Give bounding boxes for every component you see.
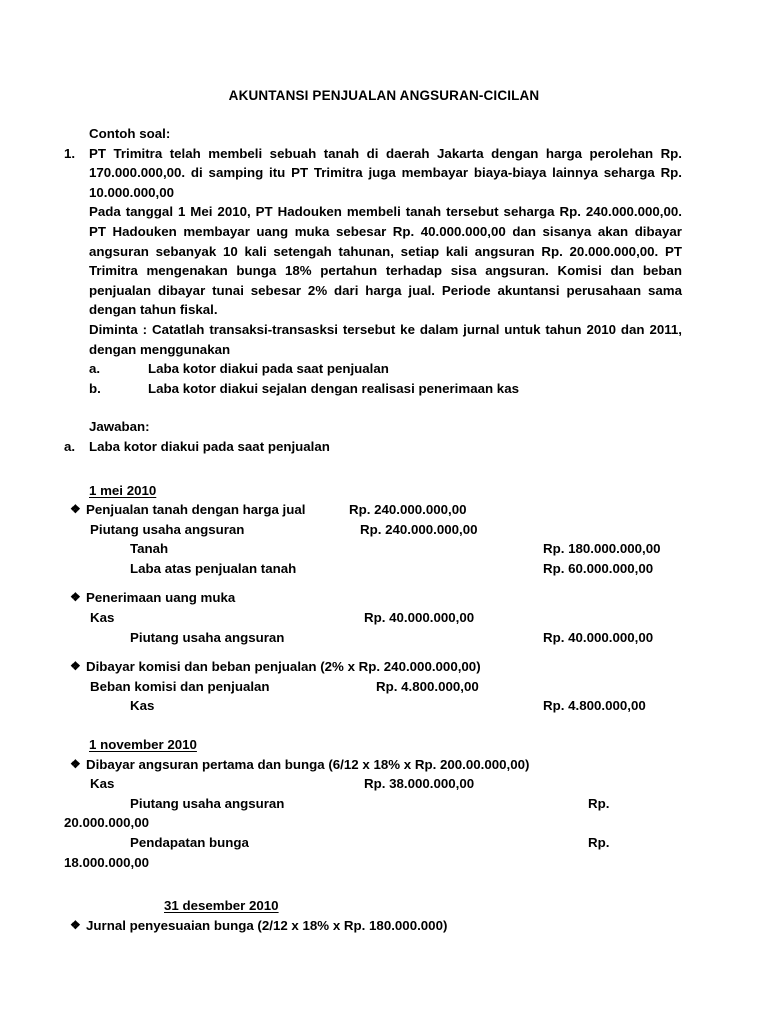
section-date-1 [64, 481, 682, 501]
option-row-b [64, 379, 682, 399]
journal-line [64, 520, 682, 540]
journal-entry-header [64, 500, 682, 520]
entry-header-text: Dibayar angsuran pertama dan bunga (6/12 x 18% x Rp. 200.00.000,00) [86, 756, 530, 772]
account-name: Tanah [130, 541, 169, 557]
credit-amount: Rp. 40.000.000,00 [543, 629, 654, 645]
account-name: Piutang usaha angsuran [90, 521, 245, 537]
wrapped-credit-amount: 18.000.000,00 [64, 854, 150, 870]
account-name: Kas [90, 610, 115, 626]
diamond-bullet-icon: ❖ [70, 756, 81, 771]
answer-label: Laba kotor diakui pada saat penjualan [89, 438, 330, 454]
problem-item-1 [64, 144, 682, 360]
journal-line [64, 628, 682, 648]
diamond-bullet-icon: ❖ [70, 917, 81, 932]
journal-line [64, 608, 682, 628]
option-marker-b: b. [89, 380, 101, 396]
diamond-bullet-icon: ❖ [70, 659, 81, 674]
spacer [64, 647, 682, 657]
problem-paragraph-1: PT Trimitra telah membeli sebuah tanah di daerah Jakarta dengan harga perolehan Rp. 170.000.000,00. di samping itu PT Trimitra juga membayar biaya-biaya lainnya seharga Rp. 10.000.000,00 [89, 145, 682, 200]
section-date-1-text: 1 mei 2010 [89, 482, 157, 498]
journal-entry-header [64, 755, 682, 775]
diamond-bullet-icon: ❖ [70, 502, 81, 517]
jawaban-label: Jawaban: [89, 419, 150, 435]
journal-entry-header [64, 916, 682, 936]
credit-amount: Rp. 60.000.000,00 [543, 560, 654, 576]
problem-paragraph-3: Diminta : Catatlah transaksi-transasksi tersebut ke dalam jurnal untuk tahun 2010 dan 2011, dengan menggunakan [89, 321, 682, 357]
document-body [64, 124, 682, 935]
entry-header-text: Dibayar komisi dan beban penjualan (2% x Rp. 240.000.000,00) [86, 659, 481, 675]
entry-header-text: Jurnal penyesuaian bunga (2/12 x 18% x Rp. 180.000.000) [86, 917, 448, 933]
option-marker-a: a. [89, 361, 101, 377]
answer-marker: a. [64, 438, 76, 454]
credit-amount: Rp. [588, 795, 610, 811]
journal-line [64, 559, 682, 579]
section-date-3-text: 31 desember 2010 [164, 898, 279, 914]
section-date-2 [64, 735, 682, 755]
debit-amount: Rp. 240.000.000,00 [360, 521, 478, 537]
option-label-a: Laba kotor diakui pada saat penjualan [148, 361, 389, 377]
account-name: Pendapatan bunga [130, 835, 249, 850]
entry-header-text: Penjualan tanah dengan harga jual [86, 502, 306, 518]
section-date-3 [64, 896, 682, 916]
spacer [64, 578, 682, 588]
wrapped-credit-amount: 20.000.000,00 [64, 815, 150, 831]
journal-line [64, 539, 682, 559]
credit-amount: Rp. 4.800.000,00 [543, 698, 646, 714]
page-title: AKUNTANSI PENJUALAN ANGSURAN-CICILAN [228, 88, 540, 103]
journal-line [64, 774, 682, 794]
journal-line [64, 677, 682, 697]
entry-header-amount: Rp. 240.000.000,00 [349, 502, 467, 518]
option-row-a [64, 359, 682, 379]
debit-amount: Rp. 38.000.000,00 [364, 776, 475, 792]
account-name: Laba atas penjualan tanah [130, 560, 297, 576]
option-label-b: Laba kotor diakui sejalan dengan realisasi penerimaan kas [148, 380, 519, 396]
account-name: Beban komisi dan penjualan [90, 678, 270, 694]
problem-number: 1. [64, 145, 76, 161]
debit-amount: Rp. 4.800.000,00 [376, 678, 479, 694]
spacer [64, 872, 682, 896]
credit-amount: Rp. 180.000.000,00 [543, 541, 661, 557]
account-name: Piutang usaha angsuran [130, 795, 285, 811]
problem-paragraph-2: Pada tanggal 1 Mei 2010, PT Hadouken membeli tanah tersebut seharga Rp. 240.000.000,00. PT Hadouken membayar uang muka sebesar Rp. 40.000.000,00 dan sisanya akan dibayar angsuran sebanyak 10 kali setengah tahunan, setiap kali angsuran Rp. 20.000.000,00. PT Trimitra mengenakan bunga 18% pertahun terhadap sisa angsuran. Komisi dan beban penjualan dibayar tunai sebesar 2% dari harga jual. Periode akuntansi perusahaan sama dengan tahun fiskal. [89, 204, 682, 318]
debit-amount: Rp. 40.000.000,00 [364, 610, 475, 626]
answer-row-a [64, 437, 682, 457]
journal-line [64, 833, 682, 853]
credit-amount: Rp. [588, 835, 610, 850]
spacer [64, 398, 682, 417]
journal-line [64, 696, 682, 716]
journal-line [64, 794, 682, 814]
section-date-2-text: 1 november 2010 [89, 737, 197, 753]
diamond-bullet-icon: ❖ [70, 590, 81, 605]
journal-entry-header [64, 588, 682, 608]
entry-header-text: Penerimaan uang muka [86, 590, 236, 606]
account-name: Kas [130, 698, 155, 714]
account-name: Kas [90, 776, 115, 792]
spacer [64, 716, 682, 735]
spacer [64, 457, 682, 481]
journal-entry-header [64, 657, 682, 677]
account-name: Piutang usaha angsuran [130, 629, 285, 645]
contoh-soal-label: Contoh soal: [89, 126, 171, 141]
